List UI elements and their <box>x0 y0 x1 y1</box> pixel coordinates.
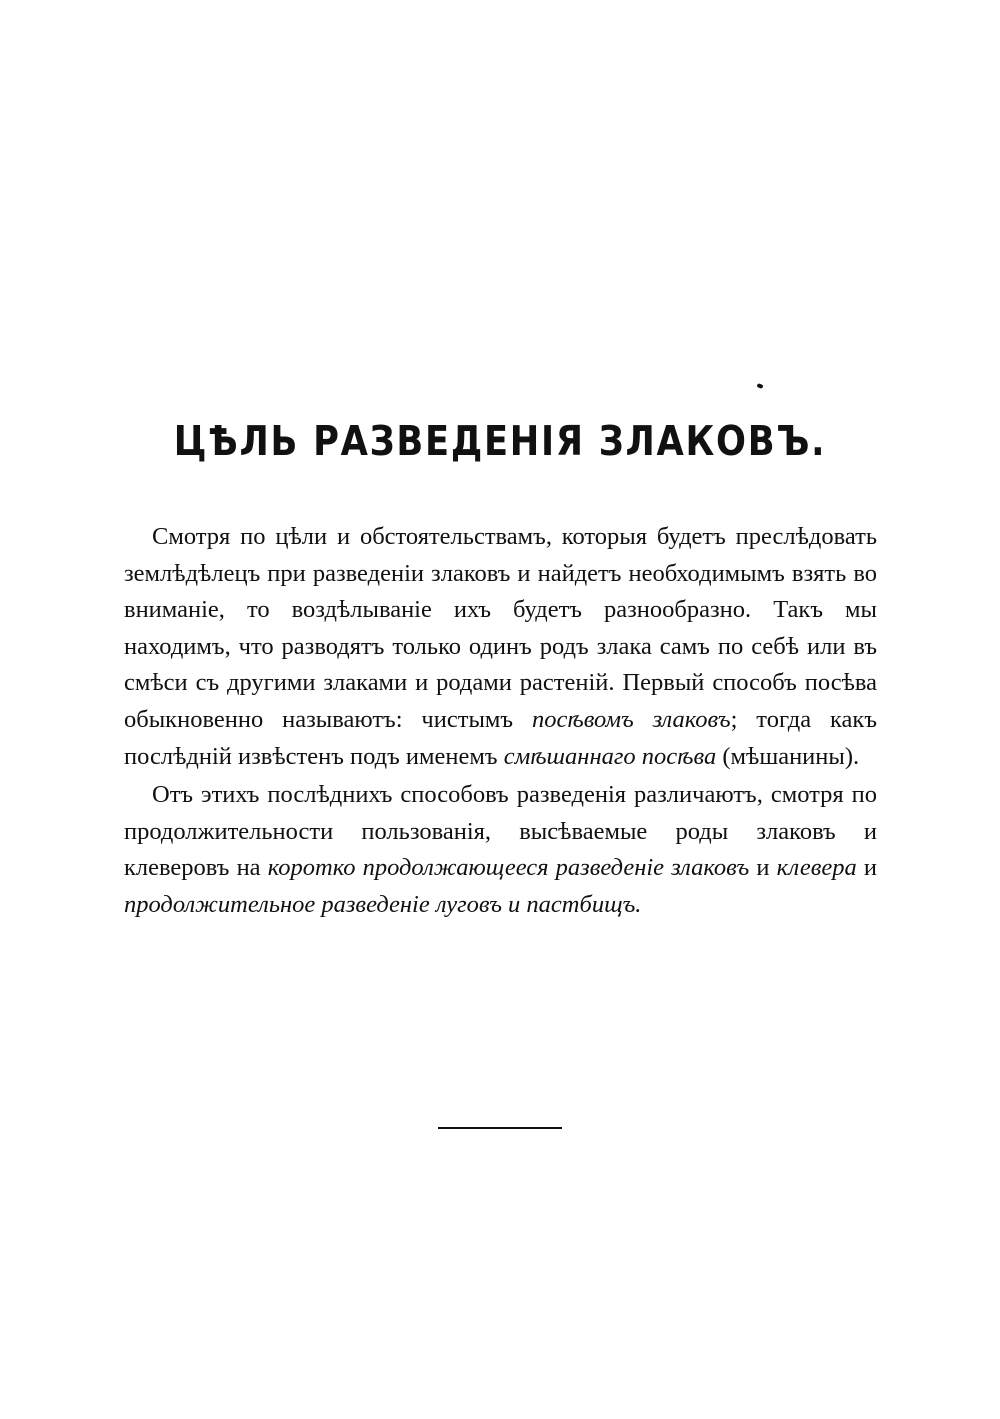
italic-segment: смѣшаннаго посѣва <box>503 742 717 770</box>
italic-segment: посѣвомъ злаковъ <box>532 705 731 733</box>
end-rule <box>438 1127 562 1129</box>
ink-speck <box>756 383 763 389</box>
text-segment: (мѣшанины). <box>716 742 860 770</box>
page-title: ЦѢЛЬ РАЗВЕДЕНІЯ ЗЛАКОВЪ. <box>173 417 827 465</box>
text-segment: Смотря по цѣли и обстоятельствамъ, которыя будетъ преслѣдовать землѣдѣлецъ при разведеніи злаковъ и найдетъ необходимымъ взять во вниманіе, то воздѣлываніе ихъ будетъ разнообразно. Такъ мы находимъ, что разводятъ только одинъ родъ злака самъ по себѣ или въ смѣси съ другими злаками и родами растеній. Первый способъ посѣва обыкновенно называютъ: чистымъ <box>124 523 877 733</box>
text-segment: Отъ этихъ послѣднихъ способовъ разведенія различаютъ, смотря по продолжительности пользованія, высѣваемые роды злаковъ и клеверовъ на <box>124 781 877 882</box>
body-text <box>124 519 877 924</box>
text-segment: и <box>749 854 777 882</box>
italic-segment: клевера <box>776 854 857 882</box>
paragraph-1 <box>124 519 877 775</box>
paragraph-2 <box>124 777 877 923</box>
text-segment: и <box>856 854 877 882</box>
italic-segment: продолжительное разведеніе луговъ и пастбищъ. <box>124 890 642 918</box>
italic-segment: коротко продолжающееся разведеніе злаковъ <box>267 854 750 882</box>
text-segment: ; тогда какъ послѣдній извѣстенъ подъ именемъ <box>124 705 877 770</box>
